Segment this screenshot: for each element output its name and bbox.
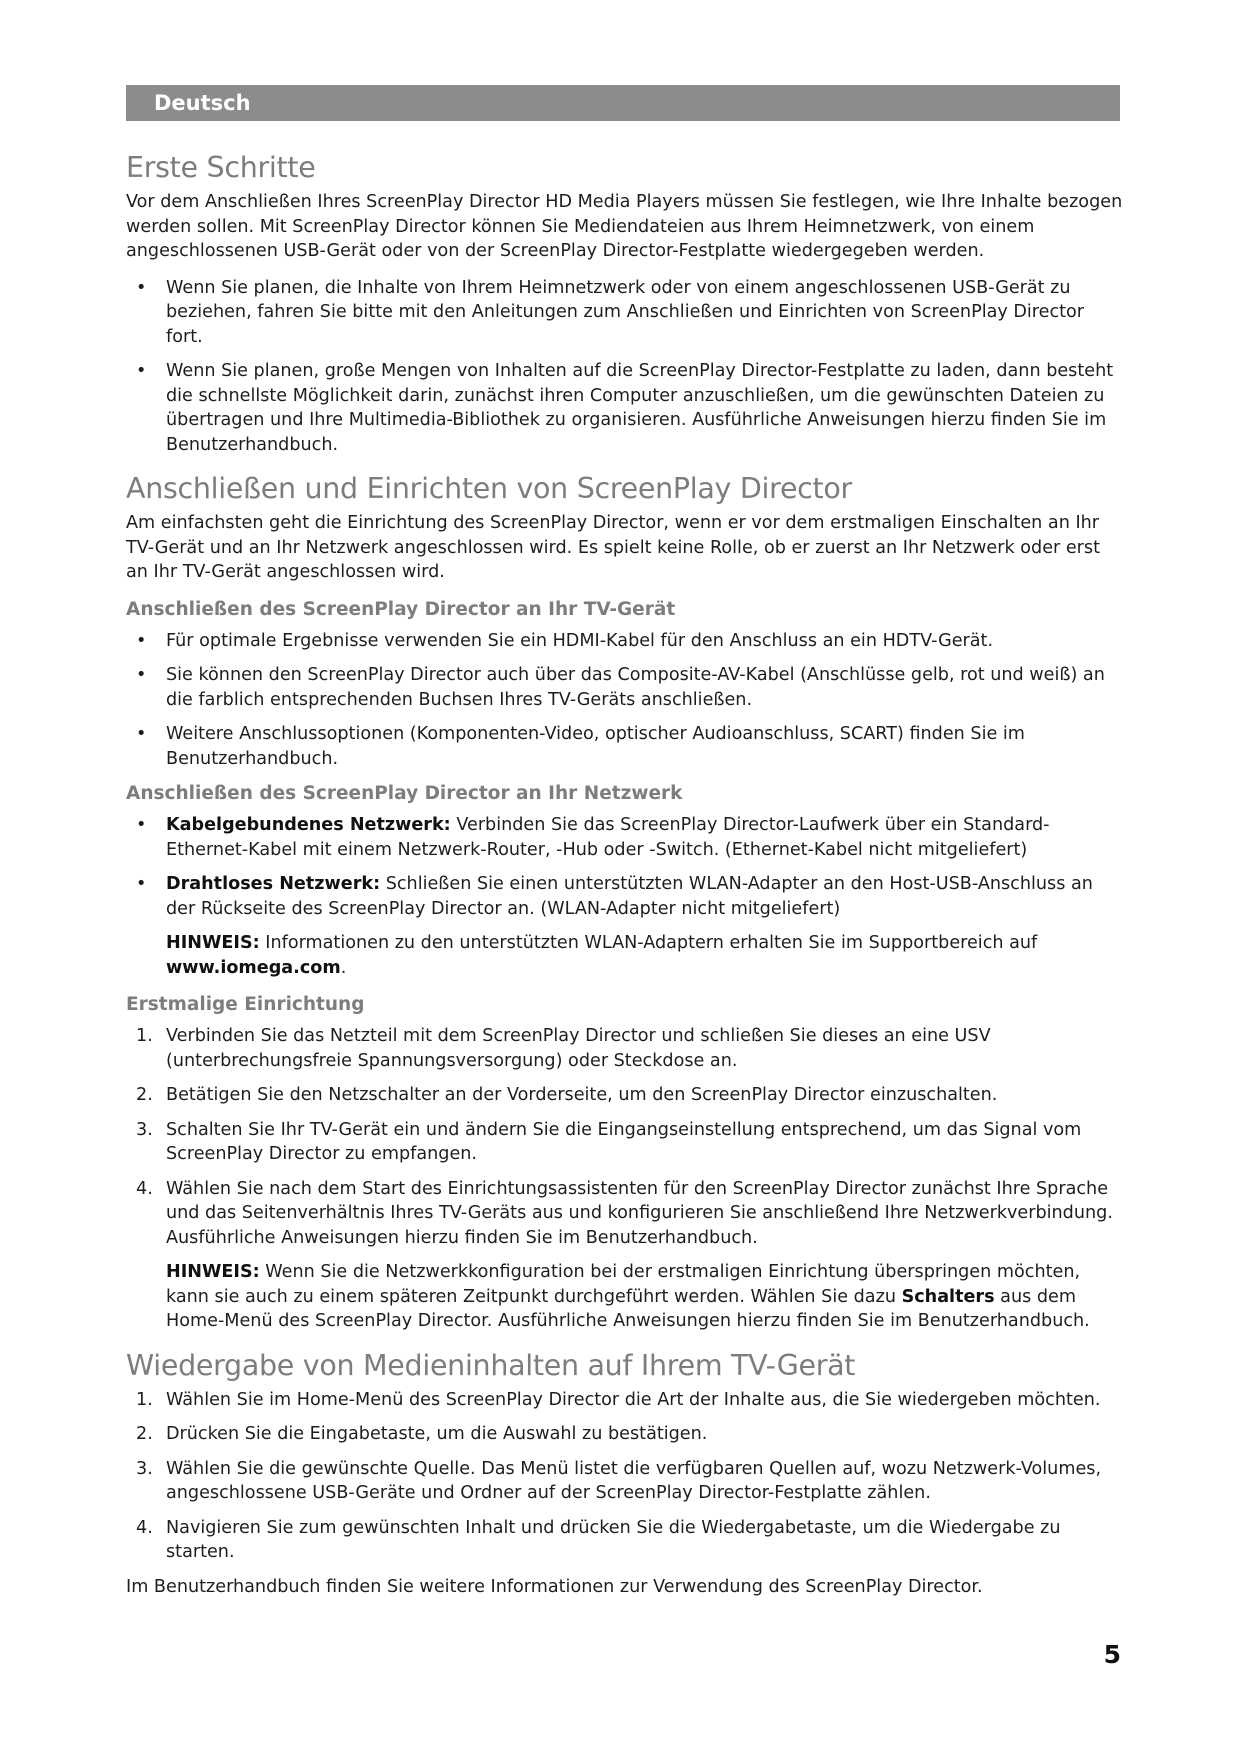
intro-paragraph: Vor dem Anschließen Ihres ScreenPlay Director HD Media Players müssen Sie festlegen, wie Ihre Inhalte bezogen werden sollen. Mit ScreenPlay Director können Sie Mediendateien aus Ihrem Heimnetzwerk, von einem angeschlossenen USB-Gerät oder von der ScreenPlay Director-Festplatte wiedergegeben werden. [126, 192, 1123, 261]
list-item: 1. Verbinden Sie das Netzteil mit dem ScreenPlay Director und schließen Sie dieses an eine USV (unterbrechungsfreie Spannungsversorgung) oder Steckdose an. [136, 1026, 991, 1071]
intro-paragraph: Am einfachsten geht die Einrichtung des ScreenPlay Director, wenn er vor dem erstmaligen Einschalten an Ihr TV-Gerät und an Ihr Netzwerk angeschlossen wird. Es spielt keine Rolle, ob er zuerst an Ihr Netzwerk oder erst an Ihr TV-Gerät angeschlossen wird. [126, 513, 1100, 582]
bullet-icon: • [136, 277, 147, 298]
list-item: 4. Wählen Sie nach dem Start des Einrichtungsassistenten für den ScreenPlay Director zunächst Ihre Sprache und das Seitenverhältnis Ihres TV-Geräts aus und konfigurieren Sie anschließend Ihre Netzwerkverbindung. Ausführliche Anweisungen hierzu finden Sie im Benutzerhandbuch. [136, 1178, 1113, 1248]
list-item: • Wenn Sie planen, große Mengen von Inhalten auf die ScreenPlay Director-Festplatte zu laden, dann besteht die schnellste Möglichkeit darin, zunächst ihren Computer anzuschließen, um die gewünschten Dateien zu übertragen und Ihre Multimedia-Bibliothek zu organisieren. Ausführliche Anweisungen hierzu finden Sie im Benutzerhandbuch. [136, 361, 1114, 455]
bullet-icon: • [136, 665, 147, 685]
bullet-icon: • [136, 630, 147, 651]
bullet-list [126, 813, 1126, 921]
list-item: • Sie können den ScreenPlay Director auch über das Composite-AV-Kabel (Anschlüsse gelb, rot und weiß) an die farblich entsprechenden Buchsen Ihres TV-Geräts anschließen. [136, 665, 1105, 710]
bullet-list [126, 276, 1126, 458]
page-number: 5 [1103, 1640, 1121, 1669]
section-title-wiedergabe: Wiedergabe von Medieninhalten auf Ihrem TV-Gerät [126, 1348, 856, 1382]
list-item: • Drahtloses Netzwerk: Schließen Sie einen unterstützten WLAN-Adapter an den Host-USB-Anschluss an der Rückseite des ScreenPlay Director an. (WLAN-Adapter nicht mitgeliefert) [136, 874, 1093, 919]
section-title-erste-schritte: Erste Schritte [126, 151, 316, 184]
list-item: 2. Drücken Sie die Eingabetaste, um die Auswahl zu bestätigen. [136, 1424, 708, 1444]
subsection-title-network: Anschließen des ScreenPlay Director an Ihr Netzwerk [126, 783, 683, 804]
note-paragraph: HINWEIS: Wenn Sie die Netzwerkkonfiguration bei der erstmaligen Einrichtung überspringen möchten, kann sie auch zu einem späteren Zeitpunkt durchgeführt werden. Wählen Sie dazu Schalters aus dem Home-Menü des ScreenPlay Director. Ausführliche Anweisungen hierzu finden Sie im Benutzerhandbuch. [166, 1262, 1090, 1331]
list-item: • Weitere Anschlussoptionen (Komponenten-Video, optischer Audioanschluss, SCART) finden Sie im Benutzerhandbuch. [136, 724, 1025, 769]
list-item: 3. Schalten Sie Ihr TV-Gerät ein und ändern Sie die Eingangseinstellung entsprechend, um das Signal vom ScreenPlay Director zu empfangen. [136, 1119, 1082, 1164]
footer-paragraph: Im Benutzerhandbuch finden Sie weitere Informationen zur Verwendung des ScreenPlay Director. [126, 1576, 983, 1597]
iomega-link[interactable]: www.iomega.com [166, 957, 341, 978]
bullet-icon: • [136, 874, 147, 894]
numbered-list [126, 1388, 1126, 1565]
section-title-anschliessen: Anschließen und Einrichten von ScreenPlay Director [126, 472, 852, 505]
subsection-title-tv: Anschließen des ScreenPlay Director an Ihr TV-Gerät [126, 598, 676, 620]
subsection-title-setup: Erstmalige Einrichtung [126, 994, 365, 1015]
language-header: Deutsch [126, 85, 1120, 121]
bullet-icon: • [136, 724, 147, 744]
list-item: • Für optimale Ergebnisse verwenden Sie ein HDMI-Kabel für den Anschluss an ein HDTV-Gerät. [126, 629, 1126, 654]
list-item: • Kabelgebundenes Netzwerk: Verbinden Sie das ScreenPlay Director-Laufwerk über ein Standard-Ethernet-Kabel mit einem Netzwerk-Router, -Hub oder -Switch. (Ethernet-Kabel nicht mitgeliefert) [136, 815, 1050, 860]
numbered-list [126, 1024, 1126, 1250]
note-paragraph: HINWEIS: Informationen zu den unterstützten WLAN-Adaptern erhalten Sie im Supportbereich auf www.iomega.com. [166, 933, 1038, 978]
bullet-list [126, 629, 1126, 772]
list-item: 4. Navigieren Sie zum gewünschten Inhalt und drücken Sie die Wiedergabetaste, um die Wiedergabe zu starten. [136, 1517, 1061, 1562]
bullet-icon: • [136, 361, 147, 381]
list-item: • Wenn Sie planen, die Inhalte von Ihrem Heimnetzwerk oder von einem angeschlossenen USB-Gerät zu beziehen, fahren Sie bitte mit den Anleitungen zum Anschließen und Einrichten von ScreenPlay Director fort. [136, 277, 1085, 347]
list-item: 2. Betätigen Sie den Netzschalter an der Vorderseite, um den ScreenPlay Director einzuschalten. [136, 1085, 998, 1105]
main-content [126, 150, 1126, 1611]
list-item: 1. Wählen Sie im Home-Menü des ScreenPlay Director die Art der Inhalte aus, die Sie wiedergeben möchten. [136, 1389, 1101, 1410]
bullet-icon: • [136, 815, 147, 835]
list-item: 3. Wählen Sie die gewünschte Quelle. Das Menü listet die verfügbaren Quellen auf, wozu Netzwerk-Volumes, angeschlossene USB-Geräte und Ordner auf der ScreenPlay Director-Festplatte zählen. [136, 1458, 1102, 1503]
